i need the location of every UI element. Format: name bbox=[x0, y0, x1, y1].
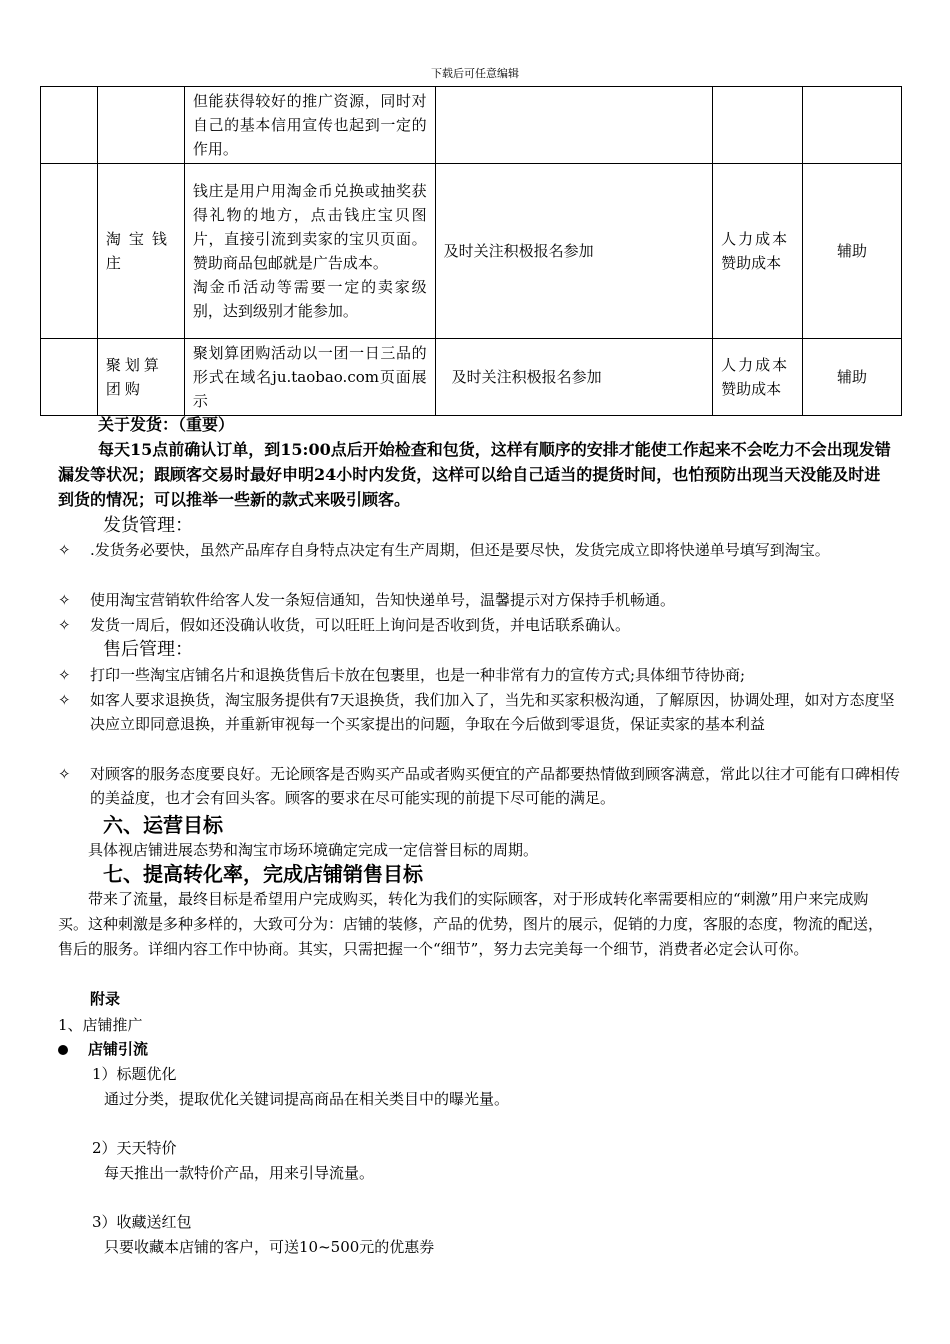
list-item bbox=[58, 663, 900, 687]
appendix-title: 附录 bbox=[90, 990, 121, 1008]
shipping-paragraph: 每天15点前确认订单，到15:00点后开始检查和包货，这样有顺序的安排才能使工作起来不会吃力不会出现发错漏发等状况；跟顾客交易时最好申明24小时内发货，这样可以给自己适当的提货时间，也怕预防出现当天没能及时进到货的情况；可以推举一些新的款式来吸引顾客。 bbox=[58, 440, 891, 509]
diamond-bullet-icon: ✧ bbox=[58, 666, 71, 684]
list-item-text: .发货务必要快，虽然产品库存自身特点决定有生产周期，但还是要尽快，发货完成立即将快递单号填写到淘宝。 bbox=[90, 541, 830, 559]
list-item-text: 对顾客的服务态度要良好。无论顾客是否购买产品或者购买便宜的产品都要热情做到顾客满意，常此以往才可能有口碑相传的美益度，也才会有回头客。顾客的要求在尽可能实现的前提下尽可能的满足。 bbox=[90, 765, 901, 807]
table-cell bbox=[41, 87, 98, 164]
diamond-bullet-icon: ✧ bbox=[58, 691, 71, 709]
table-cell bbox=[184, 87, 435, 164]
bullet-dot-icon bbox=[58, 1045, 68, 1055]
list-item bbox=[58, 688, 900, 736]
section7-text: 带来了流量，最终目标是希望用户完成购买，转化为我们的实际顾客，对于形成转化率需要相应的“刺激”用户来完成购买。这种刺激是多种多样的，大致可分为：店铺的装修，产品的优势，图片的展示，促销的力度，客服的态度，物流的配送，售后的服务。详细内容工作中协商。其实，只需把握一个“细节”，努力去完美每一个细节，消费者必定会认可你。 bbox=[58, 890, 884, 958]
table-cell bbox=[713, 164, 803, 339]
after-sale-title: 售后管理： bbox=[103, 639, 193, 660]
table-cell: 及时关注积极报名参加 bbox=[435, 164, 713, 339]
section6-text: 具体视店铺进展态势和淘宝市场环境确定完成一定信誉目标的周期。 bbox=[88, 841, 539, 859]
header-note: 下载后可任意编辑 bbox=[431, 67, 519, 80]
table-cell bbox=[713, 339, 803, 416]
table-cell: 辅助 bbox=[803, 164, 902, 339]
table-row bbox=[41, 339, 902, 416]
diamond-bullet-icon: ✧ bbox=[58, 591, 71, 609]
table-cell bbox=[184, 164, 435, 339]
appendix-item-text: 只要收藏本店铺的客户，可送10~500元的优惠券 bbox=[104, 1238, 435, 1256]
list-item-text: 发货一周后，假如还没确认收货，可以旺旺上询问是否收到货，并电话联系确认。 bbox=[90, 616, 631, 634]
list-item bbox=[58, 538, 900, 562]
list-item bbox=[58, 762, 900, 810]
appendix-item-text: 每天推出一款特价产品，用来引导流量。 bbox=[104, 1164, 375, 1182]
section6-title: 六、运营目标 bbox=[103, 813, 223, 837]
cell-text: 淘金币活动等需要一定的卖家级别，达到级别才能参加。 bbox=[192, 278, 427, 320]
table-cell bbox=[803, 87, 902, 164]
table-cell bbox=[41, 164, 98, 339]
appendix-bullet bbox=[58, 1037, 898, 1061]
cell-text: 但能获得较好的推广资源，同时对自己的基本信用宣传也起到一定的作用。 bbox=[192, 92, 427, 158]
table-cell bbox=[435, 87, 713, 164]
appendix-item-label: 1）标题优化 bbox=[92, 1065, 177, 1083]
appendix-bullet-text: 店铺引流 bbox=[88, 1040, 149, 1058]
table-cell bbox=[41, 339, 98, 416]
table-cell: 辅助 bbox=[803, 339, 902, 416]
table-row bbox=[41, 87, 902, 164]
table-cell bbox=[713, 87, 803, 164]
list-item-text: 使用淘宝营销软件给客人发一条短信通知，告知快递单号，温馨提示对方保持手机畅通。 bbox=[90, 591, 676, 609]
appendix-item-label: 3）收藏送红包 bbox=[92, 1213, 192, 1231]
promotion-table bbox=[40, 86, 902, 416]
list-item bbox=[58, 588, 900, 612]
diamond-bullet-icon: ✧ bbox=[58, 541, 71, 559]
list-item-text: 如客人要求退换货，淘宝服务提供有7天退换货，我们加入了，当先和买家积极沟通，了解原因，协调处理，如对方态度坚决应立即同意退换，并重新审视每一个买家提出的问题，争取在今后做到零退货，保证卖家的基本利益 bbox=[90, 691, 895, 733]
cost-line: 人力成本 bbox=[721, 230, 790, 248]
shipping-heading: 关于发货：（重要） bbox=[98, 415, 235, 434]
cost-line: 人力成本 bbox=[721, 356, 790, 374]
section7-title: 七、提高转化率，完成店铺销售目标 bbox=[103, 862, 423, 886]
appendix-item-label: 2）天天特价 bbox=[92, 1139, 177, 1157]
table-cell: 淘宝钱庄 bbox=[97, 164, 184, 339]
table-cell bbox=[97, 87, 184, 164]
cost-line: 赞助成本 bbox=[721, 254, 782, 272]
cell-text: 钱庄是用户用淘金币兑换或抽奖获得礼物的地方，点击钱庄宝贝图片，直接引流到卖家的宝贝页面。赞助商品包邮就是广告成本。 bbox=[192, 182, 427, 272]
table-cell bbox=[184, 339, 435, 416]
list-item bbox=[58, 613, 900, 637]
table-cell: 聚划算团购 bbox=[97, 339, 184, 416]
diamond-bullet-icon: ✧ bbox=[58, 765, 71, 783]
ship-mgmt-title: 发货管理： bbox=[103, 515, 193, 536]
appendix-sub1: 1、店铺推广 bbox=[58, 1016, 143, 1034]
appendix-item-text: 通过分类，提取优化关键词提高商品在相关类目中的曝光量。 bbox=[104, 1090, 510, 1108]
table-cell: 及时关注积极报名参加 bbox=[435, 339, 713, 416]
diamond-bullet-icon: ✧ bbox=[58, 616, 71, 634]
table-row bbox=[41, 164, 902, 339]
list-item-text: 打印一些淘宝店铺名片和退换货售后卡放在包裹里，也是一种非常有力的宣传方式;具体细节待协商; bbox=[90, 666, 746, 684]
cost-line: 赞助成本 bbox=[721, 380, 782, 398]
cell-text: 聚划算团购活动以一团一日三品的形式在域名ju.taobao.com页面展示 bbox=[192, 344, 427, 410]
